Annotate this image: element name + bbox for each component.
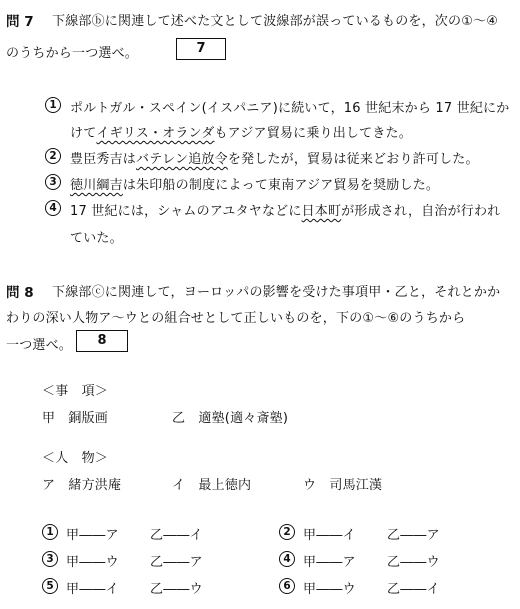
q8-choice3-mark: 3	[42, 551, 58, 567]
q7-option4-mark: 4	[45, 200, 61, 216]
q8-person-i: イ 最上徳内	[172, 478, 252, 493]
q8-choice6-otsu: 乙――イ	[387, 582, 440, 597]
q8-choice4-otsu: 乙――ウ	[387, 555, 440, 570]
q8-choice5-mark: 5	[42, 578, 58, 594]
q7-option4-line2: ていた。	[70, 231, 123, 246]
q8-answer-box[interactable]: 8	[76, 330, 128, 352]
q8-choice4-mark: 4	[279, 551, 295, 567]
q8-item-ko: 甲 銅版画	[42, 411, 109, 426]
q8-prompt-line3: 一つ選べ。	[6, 338, 73, 353]
q8-choice1-otsu: 乙――イ	[150, 528, 203, 543]
q8-prompt-line2: わりの深い人物ア～ウとの組合せとして正しいものを，下の①～⑥のうちから	[6, 311, 466, 326]
q8-people-heading: ＜人 物＞	[42, 451, 109, 466]
q8-choice6-mark: 6	[279, 578, 295, 594]
q8-choice2-mark: 2	[279, 524, 295, 540]
q8-choice6-ko: 甲――ウ	[303, 582, 356, 597]
q7-prompt-line2: のうちから一つ選べ。	[6, 46, 139, 61]
q7-prompt-line1: 下線部ⓑに関連して述べた文として波線部が誤っているものを，次の①～④	[52, 14, 499, 29]
q7-option2-post: を発したが，貿易は従来どおり許可した。	[227, 152, 479, 167]
q7-option1-line2-pre: けて	[70, 126, 97, 141]
q7-option1-text: ポルトガル・スペイン(イスパニア)に続いて，16 世紀末から 17 世紀にか	[70, 101, 510, 116]
q8-choice2-ko: 甲――イ	[303, 528, 356, 543]
q8-choice2-otsu: 乙――ア	[387, 528, 440, 543]
q8-choice5-ko: 甲――イ	[66, 582, 119, 597]
q8-choice1-mark: 1	[42, 524, 58, 540]
q8-choice5-otsu: 乙――ウ	[150, 582, 203, 597]
q8-choice4-ko: 甲――ア	[303, 555, 356, 570]
q7-option1-mark: 1	[45, 97, 61, 113]
q7-option3-wavy: 徳川綱吉	[70, 178, 123, 193]
q7-option1-wavy: イギリス・オランダ	[96, 126, 215, 141]
q7-option2-pre: 豊臣秀吉は	[70, 152, 137, 167]
q7-option3-mark: 3	[45, 174, 61, 190]
q7-option4-post: が形成され，自治が行われ	[341, 204, 501, 219]
q8-choice1-ko: 甲――ア	[66, 528, 119, 543]
q7-option1-line2	[70, 122, 412, 141]
q7-option4-wavy: 日本町	[301, 204, 342, 219]
q7-option2-text	[70, 148, 479, 167]
q7-option3-post: は朱印船の制度によって東南アジア貿易を奨励した。	[122, 178, 440, 193]
q7-option2-wavy: バテレン追放令	[136, 152, 228, 167]
q7-label: 問 7	[6, 14, 34, 30]
q7-option4-text	[70, 200, 500, 219]
q8-person-u: ウ 司馬江漢	[303, 478, 383, 493]
q8-label: 問 8	[6, 285, 34, 301]
q8-prompt-line1: 下線部ⓒに関連して，ヨーロッパの影響を受けた事項甲・乙と，それとかか	[52, 285, 501, 300]
q8-person-a: ア 緒方洪庵	[42, 478, 122, 493]
q8-choice3-otsu: 乙――ア	[150, 555, 203, 570]
q8-items-heading: ＜事 項＞	[42, 384, 109, 399]
q7-option4-pre: 17 世紀には，シャムのアユタヤなどに	[70, 204, 302, 219]
q7-option2-mark: 2	[45, 148, 61, 164]
q7-option3-text	[70, 174, 439, 193]
q8-choice3-ko: 甲――ウ	[66, 555, 119, 570]
q7-answer-box[interactable]: 7	[176, 38, 226, 60]
q8-item-otsu: 乙 適塾(適々斎塾)	[172, 411, 289, 426]
q7-option1-post: もアジア貿易に乗り出してきた。	[214, 126, 412, 141]
